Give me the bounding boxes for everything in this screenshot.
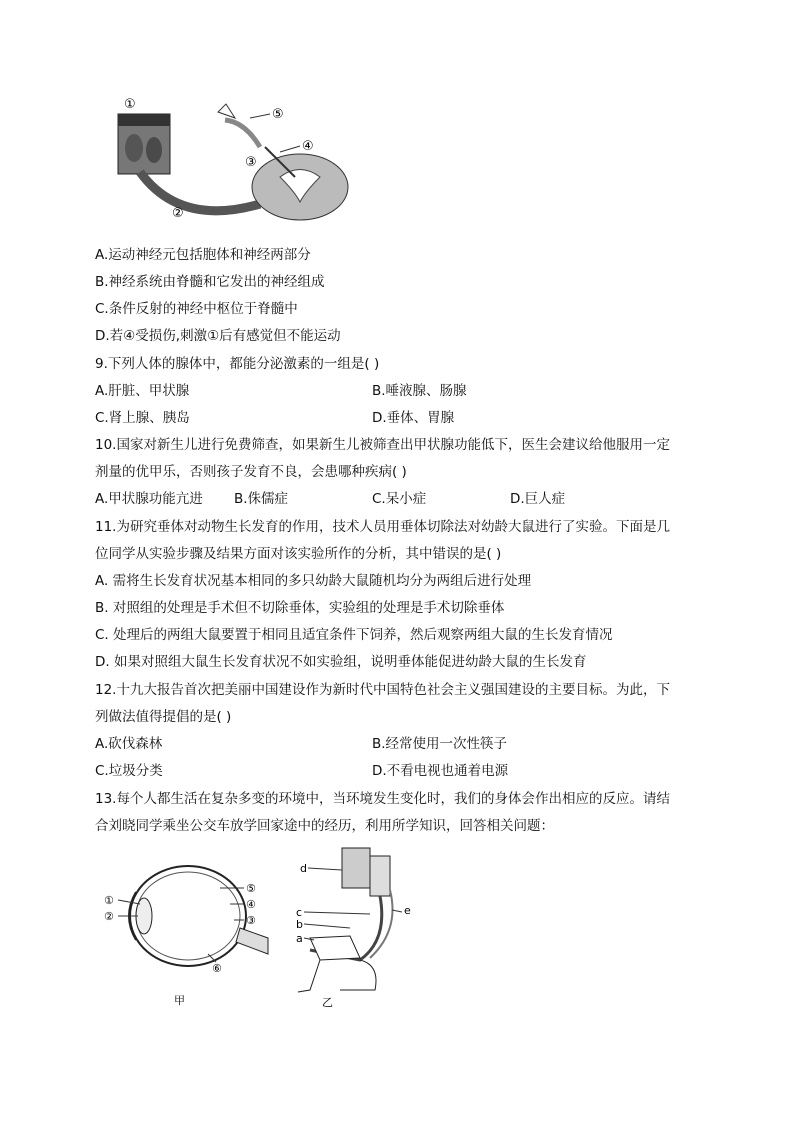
q8-option-c: C.条件反射的神经中枢位于脊髓中 [95,301,298,317]
eye-caption: 甲 [174,994,185,1007]
q13-stem-line-1: 13.每个人都生活在复杂多变的环境中，当环境发生变化时，我们的身体会作出相应的反应。请结 [95,791,670,807]
q10-option-c: C.呆小症 [372,491,427,507]
reflex-arc-figure [110,92,360,232]
q8-option-d: D.若④受损伤,刺激①后有感觉但不能运动 [95,328,341,344]
effector-arrow [218,104,235,118]
reflex-label-b: b [296,918,303,931]
q8-option-a: A.运动神经元包括胞体和神经两部分 [95,247,311,263]
q10-stem-line-1: 10.国家对新生儿进行免费筛查，如果新生儿被筛查出甲状腺功能低下，医生会建议给他服用一定 [95,437,670,453]
q10-stem-line-2: 剂量的优甲乐，否则孩子发育不良，会患哪种疾病( ) [95,464,407,480]
reflex-label-e: e [404,904,411,917]
eye-label-1: ① [104,894,114,907]
q11-option-d: D. 如果对照组大鼠生长发育状况不如实验组，说明垂体能促进幼龄大鼠的生长发育 [95,654,587,670]
leg-outline [310,936,360,960]
q10-option-a: A.甲状腺功能亢进 [95,491,203,507]
label-5: ⑤ [272,107,284,122]
q10-option-d: D.巨人症 [510,491,566,507]
reflex-caption: 乙 [322,996,333,1009]
reflex-label-d: d [300,862,307,875]
q11-stem-line-1: 11.为研究垂体对动物生长发育的作用，技术人员用垂体切除法对幼龄大鼠进行了实验。下面是几 [95,519,670,535]
q12-option-d: D.不看电视也通着电源 [372,763,509,779]
q12-option-c: C.垃圾分类 [95,763,163,779]
q9-option-a: A.肝脏、甲状腺 [95,383,190,399]
eye-label-6: ⑥ [212,962,222,975]
knee-reflex-figure [280,840,430,1010]
q11-option-a: A. 需将生长发育状况基本相同的多只幼龄大鼠随机均分为两组后进行处理 [95,573,532,589]
q12-option-a: A.砍伐森林 [95,736,163,752]
q8-option-b: B.神经系统由脊髓和它发出的神经组成 [95,274,325,290]
q11-option-c: C. 处理后的两组大鼠要置于相同且适宜条件下饲养，然后观察两组大鼠的生长发育情况 [95,627,613,643]
q11-option-b: B. 对照组的处理是手术但不切除垂体，实验组的处理是手术切除垂体 [95,600,505,616]
eye-label-3: ③ [246,914,256,927]
reflex-label-a: a [296,932,303,945]
q9-stem: 9.下列人体的腺体中，都能分泌激素的一组是( ) [95,356,380,372]
q9-option-b: B.唾液腺、肠腺 [372,383,467,399]
eye-label-4: ④ [246,898,256,911]
spinal-cord-section [342,848,370,888]
q12-stem-line-1: 12.十九大报告首次把美丽中国建设作为新时代中国特色社会主义强国建设的主要目标。为此，下 [95,682,670,698]
q9-option-d: D.垂体、胃腺 [372,410,455,426]
q13-stem-line-2: 合刘晓同学乘坐公交车放学回家途中的经历，利用所学知识，回答相关问题： [95,818,554,834]
efferent-nerve [225,120,260,147]
label-1: ① [124,97,136,112]
label-2: ② [172,206,184,221]
q12-option-b: B.经常使用一次性筷子 [372,736,508,752]
optic-nerve [236,928,268,954]
q9-option-c: C.肾上腺、胰岛 [95,410,190,426]
label-3: ③ [245,155,257,170]
eye-label-5: ⑤ [246,882,256,895]
q10-option-b: B.侏儒症 [234,491,289,507]
eye-figure [100,858,270,1008]
q11-stem-line-2: 位同学从实验步骤及结果方面对该实验所作的分析，其中错误的是( ) [95,546,502,562]
q12-stem-line-2: 列做法值得提倡的是( ) [95,709,232,725]
afferent-nerve [140,172,260,211]
eye-label-2: ② [104,910,114,923]
reflex-label-c: c [296,906,303,919]
label-4: ④ [302,139,314,154]
